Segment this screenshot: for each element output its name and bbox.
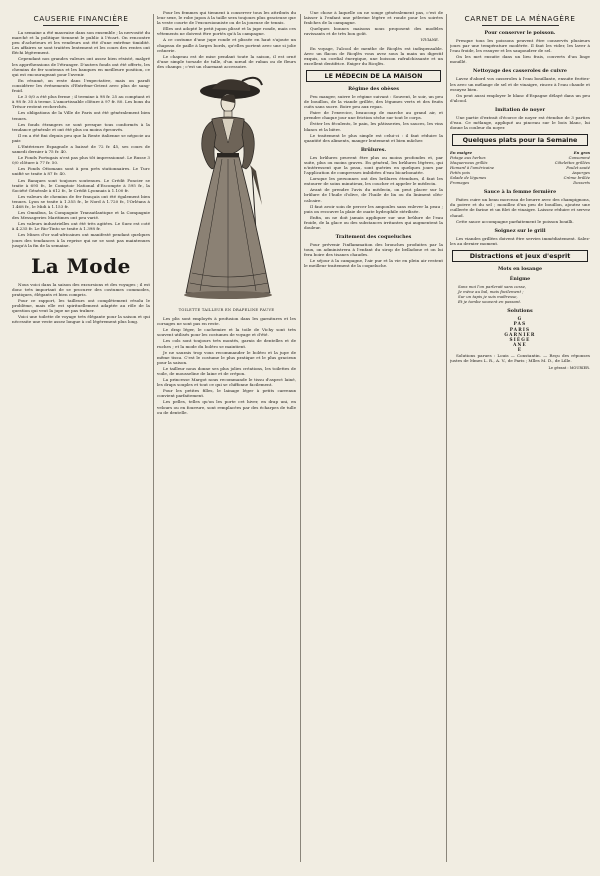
- cough-paragraph: Le séjour à la campagne, l'air pur et la vie en plein air restent le meilleur traitement de la coqueluche.: [304, 258, 443, 269]
- fashion-paragraph: A ce costume d'une jupe ronde et plissée en haut s'ajoute un chapeau de paille à larges bords, qu'elles portent avec une si jolie crânerie.: [157, 37, 296, 53]
- losange-word: PARIS: [509, 326, 531, 332]
- walnut-text: [450, 115, 590, 130]
- riddle-verse: [450, 284, 590, 304]
- financial-paragraph: Les obligations de la Ville de Paris ont été généralement bien tenues.: [12, 110, 150, 121]
- fashion-paragraph: Les pelles, telles qu'on les porte cet hiver, en drap uni, en velours ou en fourrure, sont remplacées par des écharpes de tulle ou de dentelle.: [157, 399, 296, 415]
- menu-rows: [450, 155, 590, 185]
- regime-paragraph: Éviter les féculents, le pain, les pâtisseries, les sauces, les vins blancs et la bière.: [304, 121, 443, 132]
- fashion-paragraph: Le chapeau est de mise pendant toute la saison, il est orné d'une simple torsade de tulle, d'un nœud de ruban ou de fleurs des champs ; c'est un charmant accessoire.: [157, 53, 296, 69]
- cough-title: Traitement des coqueluches: [335, 234, 412, 241]
- household-paragraph: Cette sauce accompagne parfaitement le poisson bouilli.: [456, 218, 574, 224]
- column-household: [450, 10, 590, 864]
- column-financial: [12, 10, 150, 864]
- fashion-paragraph: Elles ont adopté le petit jupon plissé et la jupe ronde, mais ces vêtements ne doivent être portés qu'à la campagne.: [157, 26, 296, 37]
- menu-dish: Fromages: [450, 180, 470, 186]
- cough-paragraph: Pour prévenir l'inflammation des bronches produites par la toux, on administrera à l'enfant du sirop de belladone et on lui fera boire des tisanes chaudes.: [304, 242, 443, 258]
- mode-text: [12, 282, 150, 325]
- financial-paragraph: Le Fonds Portugais n'est pas plus tôt impressionné. Le Russe 3 0/0 clôture à 77 fr. 50.: [12, 155, 150, 166]
- household-header: CARNET DE LA MÉNAGÈRE: [464, 14, 576, 23]
- financial-paragraph: Les Omnibus, la Compagnie Transatlantique et la Compagnie des Messageries Maritimes ont peu varié.: [12, 210, 150, 221]
- sauce-title: Sauce à la femme fermière: [483, 189, 557, 196]
- burns-paragraph: Il faut avoir soin de percer les ampoules sans enlever la peau ; puis on recouvre la plaie de ouate hydrophile stérilisée.: [304, 203, 443, 214]
- riddle-line: Et je tombe souvent en passant.: [458, 299, 522, 305]
- burns-paragraph: Avant de prendre l'avis du médecin, on peut placer sur la brûlure de l'huile d'olive, de l'huile de lin ou du liniment oléo-calcaire.: [304, 187, 443, 203]
- financial-paragraph: Il en a été fini depuis peu que la Rente italienne se négocie au pair.: [12, 132, 150, 143]
- fashion-paragraph: Le drap léger, le cachemire et la toile de Vichy sont très souvent utilisés pour les costumes de voyage et d'été.: [157, 327, 296, 338]
- ricqles-notice: En voyage, l'alcool de menthe de Ricqlès est indispensable. Avec un flacon de Ricqlès vous avez sous la main un digestif exquis, un cordial énergique, une boisson rafraîchissante et un excellent dentifrice. Exiger du Ricqlès.: [304, 45, 443, 66]
- header-rule: [43, 25, 119, 26]
- menu-header-lean: En maigre: [450, 150, 472, 156]
- menu-dish: Consommé: [568, 155, 590, 161]
- weekly-menu: [450, 150, 590, 185]
- burns-paragraph: Enfin, on ne doit jamais appliquer sur une brûlure de l'eau froide, de la glace ou des substances irritantes qui augmentent la douleur.: [304, 214, 443, 230]
- word-game-title: Mots en losange: [497, 265, 543, 272]
- mode-paragraph: Pour ce rapport, les tailleurs ont complètement résolu le problème, mais elle est spirituellement adaptée au rôle de la question qui veut la jupe ne pas traîner.: [12, 298, 150, 314]
- burns-paragraph: Lorsque les personnes ont des brûlures étendues, il faut les entourer de soins minutieux, les coucher et appeler le médecin.: [304, 176, 443, 187]
- household-paragraph: On les met ensuite dans un lieu frais, couverts d'un linge mouillé.: [450, 54, 590, 65]
- gerant-signature: Le gérant : MOURIER.: [548, 365, 590, 370]
- fashion-text-top: [157, 10, 296, 69]
- menu-header-meat: En gras: [573, 150, 590, 156]
- copper-title: Nettoyage des casseroles de cuivre: [473, 68, 567, 75]
- fashion-plate: [157, 73, 296, 305]
- fish-keep-text: [450, 38, 590, 64]
- column3-intro: [304, 10, 443, 36]
- fashion-paragraph: Les cols sont toujours très montés, garnis de dentelles et de ruches ; et la mode du boléro se maintient.: [157, 338, 296, 349]
- column-fashion: [157, 10, 296, 864]
- household-paragraph: Lavez d'abord vos casseroles à l'eau bouillante, ensuite frottez-les avec un mélange de sel et de vinaigre, rincez à l'eau chaude et essuyez bien.: [450, 76, 590, 92]
- losange-word: GARNIER: [504, 331, 536, 337]
- household-paragraph: Une partie d'extrait d'écorce de noyer est étendue de 3 parties d'eau. Ce mélange, appliqué au pinceau sur le bois blanc, lui donne la couleur du noyer.: [450, 114, 590, 131]
- copper-text: [450, 76, 590, 102]
- menu-dish: Maquereaux grillés: [450, 160, 488, 166]
- menu-dish: Potage aux herbes: [450, 155, 486, 161]
- fashion-paragraph: Pour les petites filles, le lainage léger à petits carreaux convient parfaitement.: [157, 388, 296, 399]
- solutions-title: Solutions: [507, 308, 533, 315]
- mode-paragraph: Nous voici dans la saison des excursions et des voyages ; il est donc très important de se procurer des costumes commodes, pratiques, élégants et bien compris.: [12, 281, 150, 297]
- financial-paragraph: En résumé, on reste dans l'expectative, mais on paraît considérer les événements d'Extrême-Orient avec plus de sang-froid.: [12, 77, 150, 94]
- financial-paragraph: Les Mines d'or sud-africaines ont manifesté pendant quelques jours des tendances à la reprise qui ne se sont pas maintenues jusqu'à la fin de la semaine.: [12, 232, 150, 248]
- regime-paragraph: Le traitement le plus simple est celui-ci : il faut réduire la quantité des aliments, manger lentement et bien mâcher.: [304, 132, 443, 143]
- fish-keep-title: Pour conserver le poisson.: [484, 30, 556, 36]
- financial-paragraph: La semaine a été mauvaise dans son ensemble ; la nervosité du marché et la politique tiennent le public à l'écart. On rencontre peu d'acheteurs et les vendeurs ont été d'une extrême timidité. Les affaires se sont traitées lentement et les cours des rentes ont fléchi légèrement.: [12, 30, 150, 56]
- column-rule: [446, 14, 447, 862]
- menu-dish: Asperges: [572, 170, 590, 176]
- cough-text: [304, 242, 443, 268]
- losange-word: ANE: [513, 342, 527, 348]
- grill-title: Soignez sur le grill: [494, 227, 546, 234]
- fashion-paragraph: Pour les femmes qui tiennent à conserver tous les attributs du leur sexe, le robe jupon à la taille sera toujours plus gracieuse que la veste courte de l'excursionniste ou de la joueuse de tennis.: [157, 10, 296, 26]
- financial-paragraph: Le 3 0/0 a été plus ferme ; il termine à 98 fr. 25 au comptant et à 98 fr. 35 à terme. L'amortissable clôture à 97 fr. 80. Les bons du Trésor restent recherchés.: [12, 94, 150, 110]
- fashion-paragraph: Le tailleur nous donne ses plus jolies créations, les toilettes de voile, de mousseline de laine et de crépon.: [157, 365, 296, 376]
- menu-dish: Salade de légumes: [450, 175, 487, 181]
- menu-dish: Crème brûlée: [563, 175, 590, 181]
- author-signature: VIVIANE.: [420, 37, 439, 43]
- financial-text: [12, 30, 150, 248]
- financial-paragraph: Cependant nos grandes valeurs ont assez bien résisté, malgré les appréhensions de l'étranger. D'autres fonds ont été offerts, les chemins de fer soutenus et les banques en meilleure position, ce qui est encourageant pour l'avenir.: [12, 56, 150, 77]
- sauce-text: [450, 197, 590, 223]
- walnut-title: Imitation de noyer: [495, 106, 545, 113]
- fashion-paragraph: La princesse Margot nous recommande le tissu d'aspect lainé, les draps souples et tout ce qui se chiffonne facilement.: [157, 377, 296, 388]
- regime-text: [304, 94, 443, 143]
- menu-row: [450, 180, 590, 185]
- medecin-section-title: LE MÉDECIN DE LA MAISON: [306, 70, 441, 82]
- menu-dish: Homard à l'américaine: [450, 165, 495, 171]
- burns-text: [304, 155, 443, 230]
- fashion-figure-illustration: [172, 73, 282, 305]
- intro-paragraph: Quelques bonnes maisons nous proposent des modèles ravissants et de très bon goût.: [304, 26, 443, 37]
- solutions-text: Solutions parues : Louis — Constantin. — Reçu des réponses justes de Mmes L. R., A. V., de Paris ; Mlles M. D., de Lille.: [450, 352, 590, 363]
- menu-dish: Côtelettes grillées: [554, 160, 590, 166]
- menu-box-title: Quelques plats pour la Semaine: [452, 134, 588, 146]
- losange-solution: [450, 316, 590, 352]
- column-medical: [304, 10, 443, 864]
- riddle-title: Énigme: [509, 275, 531, 282]
- menu-dish: Desserts: [573, 180, 590, 186]
- financial-header: CAUSERIE FINANCIÈRE: [33, 14, 129, 23]
- riddle-line: Sur un tapis je suis maîtresse,: [458, 294, 518, 300]
- column-rule: [153, 14, 154, 862]
- intro-paragraph: Une chose à laquelle on ne songe généralement pas, c'est de laisser à l'enfant une pèlerine légère et ronde pour les soirées fraîches de la campagne.: [304, 10, 443, 26]
- plate-caption: TOILETTE TAILLEUR EN DRAPELINE FAUVE: [178, 308, 275, 313]
- games-box-title: Distractions et jeux d'esprit: [452, 250, 588, 262]
- losange-word: E: [517, 347, 523, 353]
- fashion-paragraph: Je ne saurais trop vous recommander le boléro et la jupe de même tissu. C'est le costume le plus pratique et le plus gracieux pour la saison.: [157, 349, 296, 365]
- fashion-text-bottom: [157, 316, 296, 415]
- grill-text: [450, 236, 590, 246]
- household-paragraph: On peut aussi employer le blanc d'Espagne délayé dans un peu d'alcool.: [450, 92, 590, 103]
- fashion-paragraph: Les plis sont employés à profusion dans les garnitures et les corsages ne sont pas en reste.: [157, 316, 296, 327]
- menu-dish: Petits pois: [450, 170, 470, 176]
- financial-paragraph: Les fonds étrangers se sont presque tous conformés à la tendance générale et ont été plus ou moins éprouvés.: [12, 121, 150, 132]
- losange-word: SIÈGE: [509, 337, 531, 343]
- burns-title: Brûlures.: [360, 146, 387, 153]
- menu-dish: Poulet sauté: [566, 165, 590, 171]
- financial-paragraph: L'Extérieure Espagnole a baissé de 72 fr. 45, ses cours de samedi dernier à 75 fr. 40.: [12, 143, 150, 155]
- riddle-line: Sans moi l'on parlerait sans cesse,: [458, 283, 527, 289]
- mode-title: La Mode: [31, 253, 131, 278]
- burns-paragraph: Les brûlures peuvent être plus ou moins profondes et, par suite, plus ou moins graves. En général, les brûlures légères, qui n'intéressent que la peau, sont guéries en quelques jours par l'application de compresses imbibées d'eau bicarbonatée.: [304, 154, 443, 176]
- regime-paragraph: Faire de l'exercice, beaucoup de marche au grand air, et prendre chaque jour une friction sèche sur tout le corps.: [304, 110, 443, 121]
- financial-paragraph: Les valeurs de chemins de fer français ont été également bien tenues. Lyon se traite à 1.355 fr., le Nord à 1.720 fr., l'Orléans à 1.468 fr., le Midi à 1.153 fr.: [12, 193, 150, 209]
- losange-word: G: [517, 316, 523, 322]
- household-paragraph: Faites cuire un beau morceau de beurre avec des champignons, du poivre et du sel ; mouillez d'un peu de bouillon, ajoutez une cuillerée de farine et un filet de vinaigre. Laissez réduire et servez chaud.: [450, 197, 590, 218]
- financial-paragraph: Les valeurs industrielles ont été très agitées. Le Suez est coté à 4.235 fr. Le Rio-Tinto se traite à 1.398 fr.: [12, 221, 150, 232]
- household-paragraph: Les viandes grillées doivent être servies immédiatement. Salez-les au dernier moment.: [450, 235, 590, 246]
- regime-paragraph: Peu manger, suivre le régime suivant : Souvent, le soir, un peu de bouillon, de la viande grillée, des légumes verts et des fruits cuits sans sucre. Boire peu aux repas.: [304, 93, 443, 110]
- losange-word: PAS: [513, 321, 527, 327]
- regime-title: Régime des obèses: [348, 85, 399, 92]
- header-rule: [482, 25, 559, 26]
- riddle-line: Je mène au bal, mais facilement ;: [458, 288, 524, 294]
- mode-paragraph: Voici une toilette de voyage très élégante pour la saison et qui nécessite une veste assez longue à col légèrement plus long.: [12, 314, 150, 325]
- financial-paragraph: Les Fonds Ottomans sont à peu près stationnaires. Le Turc unifié se traite à 87 fr. 40.: [12, 166, 150, 177]
- column-rule: [300, 14, 301, 862]
- financial-paragraph: Les Banques sont toujours soutenues. Le Crédit Foncier se traite à 695 fr., le Comptoir National d'Escompte à 595 fr., la Société Générale à 612 fr., le Crédit Lyonnais à 1.100 fr.: [12, 177, 150, 193]
- household-paragraph: Presque tous les poissons peuvent être conservés plusieurs jours par une température modérée. Il faut les vider, les laver à l'eau froide, les essuyer et les saupoudrer de sel.: [450, 38, 590, 54]
